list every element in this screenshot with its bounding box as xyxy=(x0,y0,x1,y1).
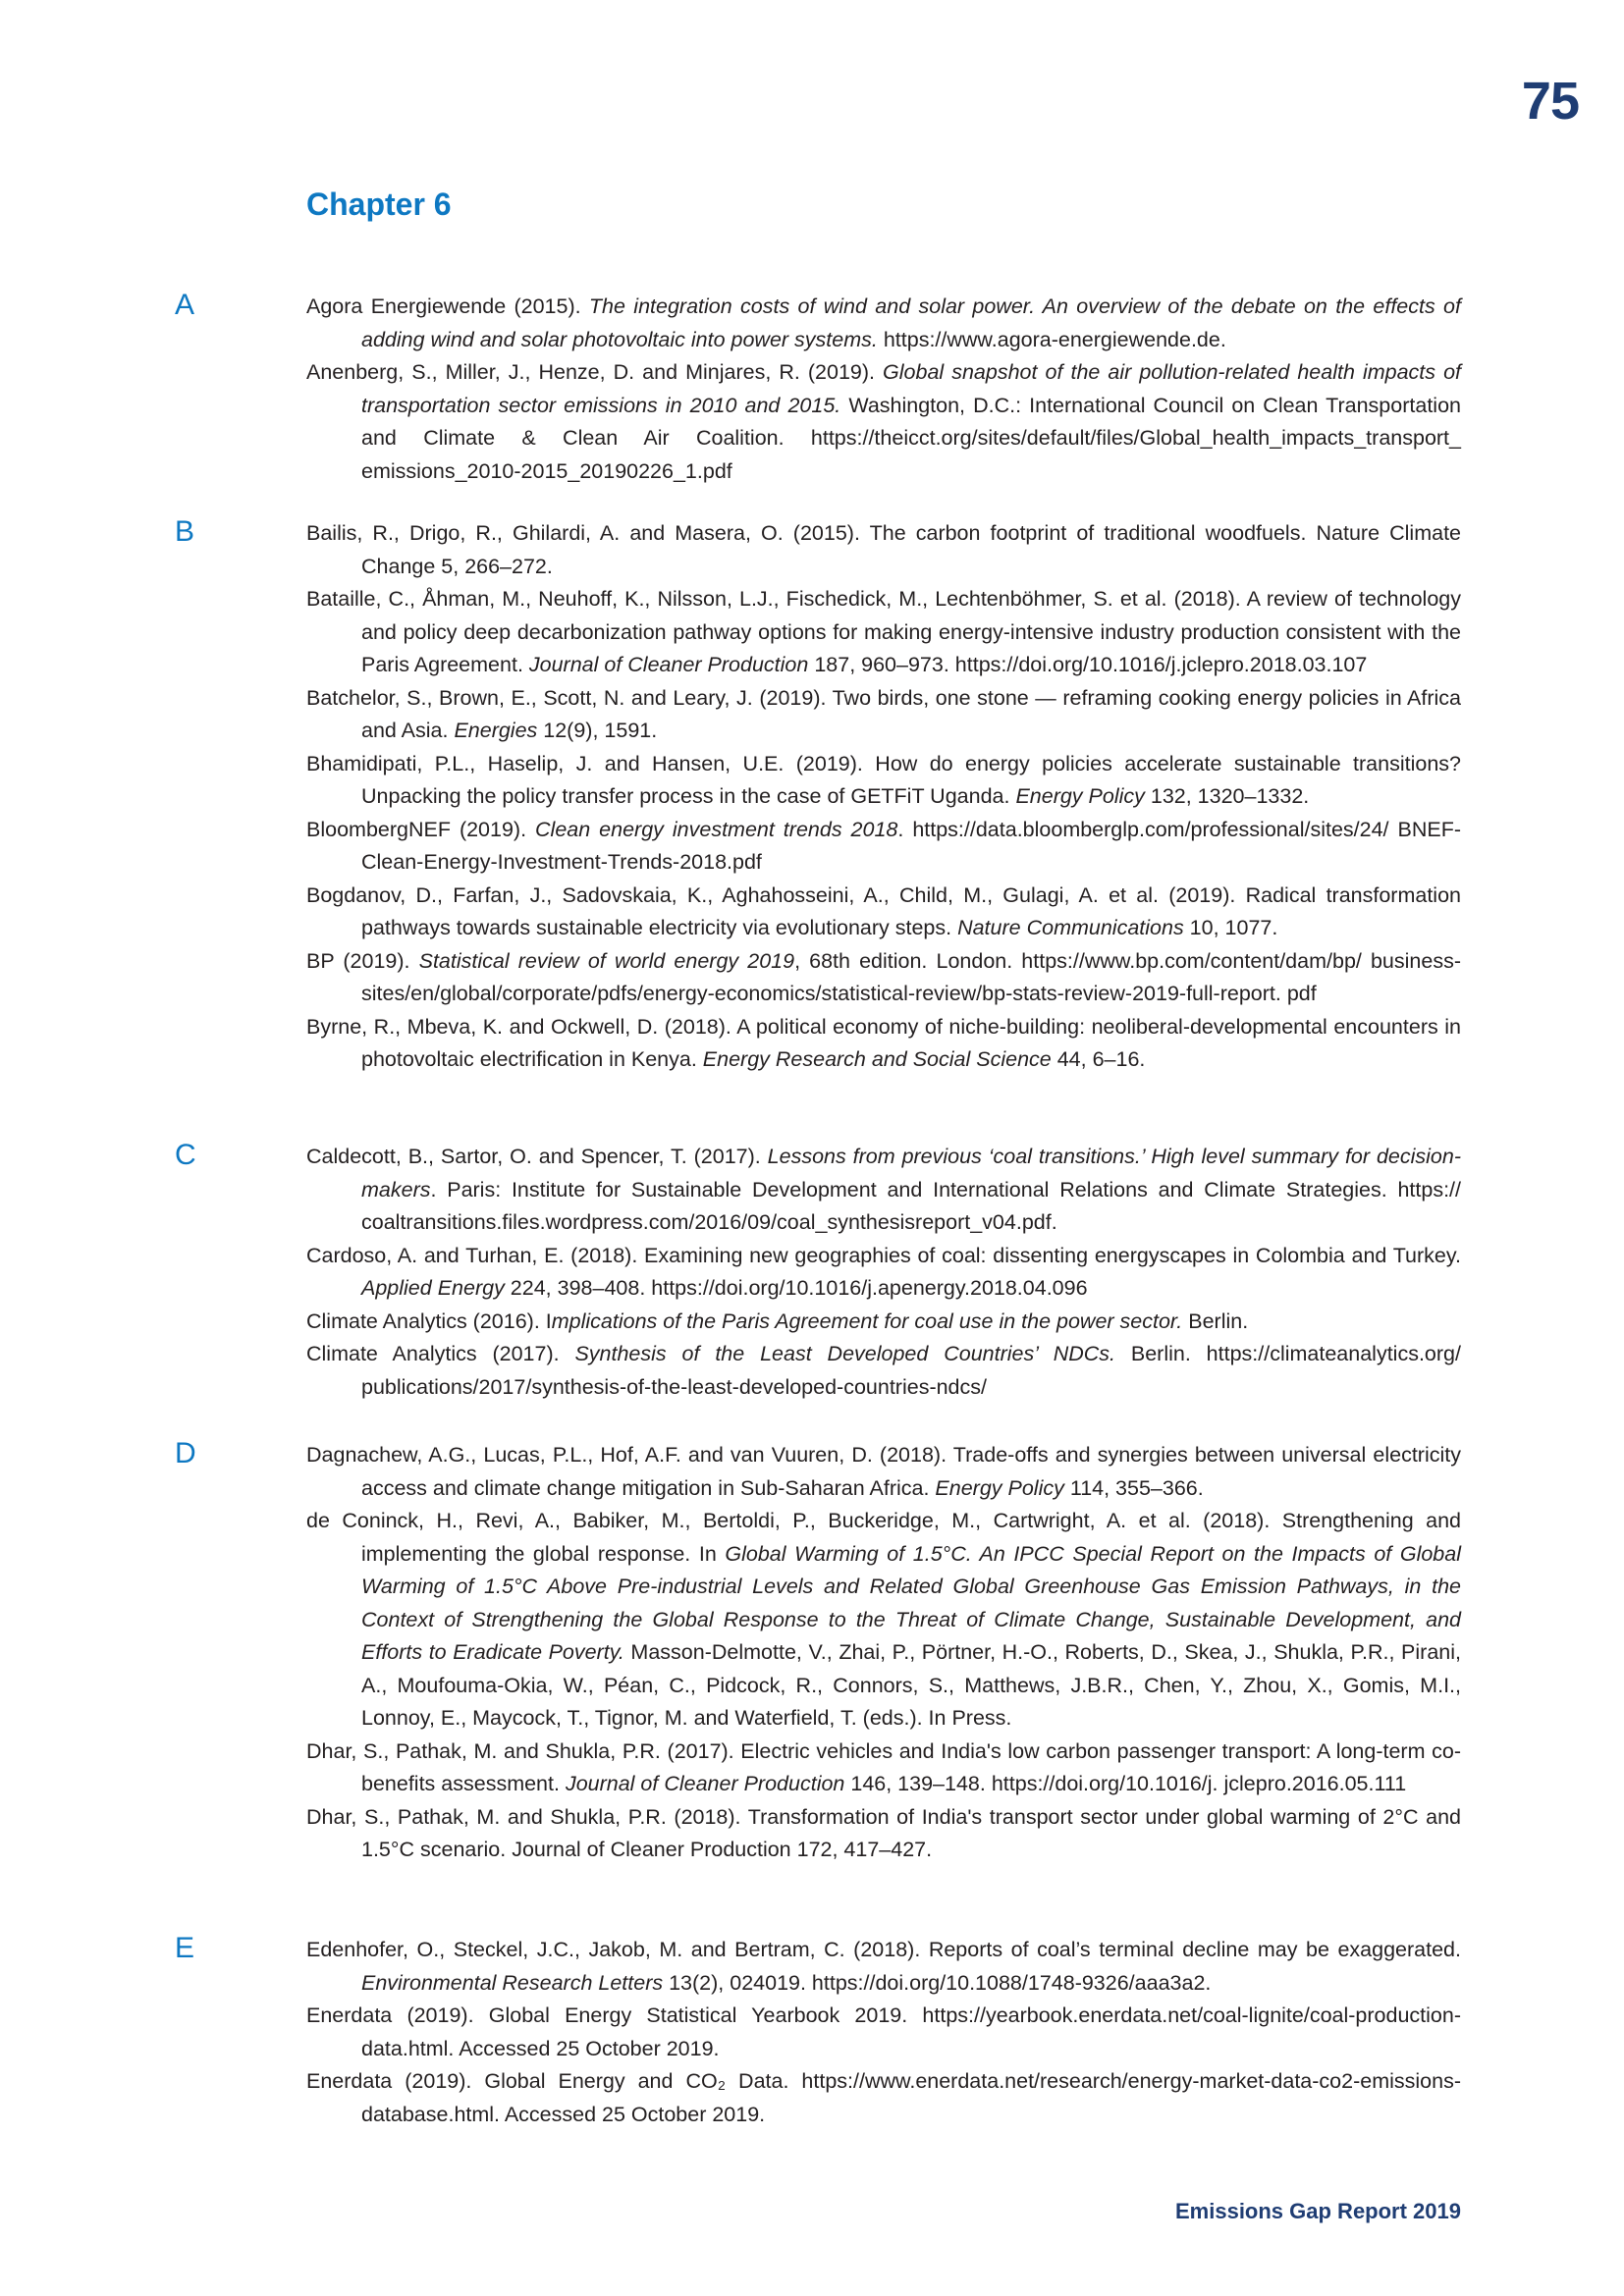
reference-text: 44, 6–16. xyxy=(1051,1047,1146,1071)
reference-list xyxy=(306,1439,1461,1867)
reference-list xyxy=(306,1934,1461,2131)
reference-text: 12(9), 1591. xyxy=(537,719,658,742)
reference-italic-text: Environmental Research Letters xyxy=(361,1970,664,1995)
report-footer: Emissions Gap Report 2019 xyxy=(1175,2199,1461,2223)
chapter-title: Chapter 6 xyxy=(306,187,452,222)
reference-entry xyxy=(306,1439,1461,1505)
reference-text: 224, 398–408. https://doi.org/10.1016/j.apenergy.2018.04.096 xyxy=(504,1276,1088,1300)
reference-text: Bhamidipati, P.L., Haselip, J. and Hansen, U.E. (2019). How do energy policies accelerate sustainable transitions? Unpacking the policy transfer process in the case of GETFiT Uganda. xyxy=(306,751,1461,808)
reference-text: Climate Analytics (2016). I xyxy=(306,1308,552,1333)
reference-entry xyxy=(306,1735,1461,1801)
reference-text: 13(2), 024019. https://doi.org/10.1088/1748-9326/aaa3a2. xyxy=(663,1970,1212,1995)
reference-text: BloombergNEF (2019). xyxy=(306,817,536,841)
section-letter: D xyxy=(175,1437,196,1469)
reference-italic-text: Energy Policy xyxy=(1015,784,1145,808)
page-number: 75 xyxy=(1521,72,1579,131)
reference-italic-text: mplications of the Paris Agreement for coal use in the power sector. xyxy=(551,1308,1183,1333)
reference-italic-text: Energies xyxy=(454,719,538,742)
reference-text: Berlin. xyxy=(1182,1308,1249,1333)
reference-text: Bogdanov, D., Farfan, J., Sadovskaia, K., Aghahosseini, A., Child, M., Gulagi, A. et al. (2019). Radical transformation pathways towards sustainable electricity via evolutionary steps. xyxy=(306,882,1461,939)
reference-text: 146, 139–148. https://doi.org/10.1016/j. jclepro.2016.05.111 xyxy=(844,1772,1407,1795)
reference-entry xyxy=(306,517,1461,583)
reference-entry xyxy=(306,945,1461,1011)
reference-list xyxy=(306,291,1461,488)
reference-italic-text: Global Warming of 1.5°C. An IPCC Special Report on the Impacts of Global Warming of 1.5°C Above Pre-industrial Levels and Related Global Greenhouse Gas Emission Pathways, in the Context of Strengthening the Global Response to the Threat of Climate Change, Sustainable Development, and Efforts to Eradicate Poverty. xyxy=(361,1541,1461,1664)
reference-text: Dhar, S., Pathak, M. and Shukla, P.R. (2018). Transformation of India's transport sector under global warming of 2°C and 1.5°C scenario. Journal of Cleaner Production 172, 417–427. xyxy=(306,1804,1461,1861)
reference-italic-text: Nature Communications xyxy=(957,916,1184,939)
reference-text: Enerdata (2019). Global Energy and CO₂ Data. https://www.enerdata.net/research/energy-market-data-co2-emissions-database.html. Accessed 25 October 2019. xyxy=(306,2069,1461,2126)
reference-list xyxy=(306,1141,1461,1404)
reference-text: Batchelor, S., Brown, E., Scott, N. and Leary, J. (2019). Two birds, one stone — reframing cooking energy policies in Africa and Asia. xyxy=(306,685,1461,742)
reference-text: , 68th edition. London. https://www.bp.com/content/dam/bp/ business-sites/en/global/corporate/pdfs/energy-economics/statistical-review/bp-stats-review-2019-full-report. pdf xyxy=(361,948,1461,1005)
reference-italic-text: Energy Policy xyxy=(935,1475,1064,1500)
reference-text: Climate Analytics (2017). xyxy=(306,1342,575,1365)
reference-text: Berlin. https://climateanalytics.org/ publications/2017/synthesis-of-the-least-developed-countries-ndcs/ xyxy=(361,1342,1461,1399)
reference-entry xyxy=(306,1240,1461,1306)
reference-text: . Paris: Institute for Sustainable Development and International Relations and Climate Strategies. https:// coaltransitions.files.wordpress.com/2016/09/coal_synthesisreport_v04.pdf. xyxy=(361,1177,1461,1234)
reference-italic-text: Global snapshot of the air pollution-related health impacts of transportation sector emissions in 2010 and 2015. xyxy=(361,360,1461,417)
reference-text: Dhar, S., Pathak, M. and Shukla, P.R. (2017). Electric vehicles and India's low carbon passenger transport: A long-term co-benefits assessment. xyxy=(306,1738,1461,1795)
reference-italic-text: Lessons from previous ‘coal transitions.’ High level summary for decision-makers xyxy=(361,1145,1461,1201)
reference-italic-text: Journal of Cleaner Production xyxy=(528,653,809,676)
reference-text: Bataille, C., Åhman, M., Neuhoff, K., Nilsson, L.J., Fischedick, M., Lechtenböhmer, S. et al. (2018). A review of technology and policy deep decarbonization pathway options for making energy-intensive industry production consistent with the Paris Agreement. xyxy=(306,587,1461,676)
reference-entry xyxy=(306,291,1461,356)
reference-entry xyxy=(306,356,1461,488)
reference-entry xyxy=(306,682,1461,748)
reference-text: Bailis, R., Drigo, R., Ghilardi, A. and Masera, O. (2015). The carbon footprint of traditional woodfuels. Nature Climate Change 5, 266–272. xyxy=(306,521,1461,578)
reference-list xyxy=(306,517,1461,1077)
reference-italic-text: Clean energy investment trends 2018 xyxy=(535,817,898,841)
reference-entry xyxy=(306,1306,1461,1339)
reference-text: Enerdata (2019). Global Energy Statistical Yearbook 2019. https://yearbook.enerdata.net/coal-lignite/coal-production-data.html. Accessed 25 October 2019. xyxy=(306,2003,1461,2060)
reference-entry xyxy=(306,1141,1461,1240)
reference-text: Anenberg, S., Miller, J., Henze, D. and Minjares, R. (2019). xyxy=(306,360,884,384)
reference-italic-text: Statistical review of world energy 2019 xyxy=(418,948,795,973)
reference-entry xyxy=(306,814,1461,880)
reference-text: de Coninck, H., Revi, A., Babiker, M., Bertoldi, P., Buckeridge, M., Cartwright, A. et al. (2018). Strengthening and implementing the global response. In xyxy=(306,1509,1461,1566)
reference-text: 187, 960–973. https://doi.org/10.1016/j.jclepro.2018.03.107 xyxy=(808,653,1368,676)
reference-text: Agora Energiewende (2015). xyxy=(306,294,589,318)
reference-text: Byrne, R., Mbeva, K. and Ockwell, D. (2018). A political economy of niche-building: neoliberal-developmental encounters in photovoltaic electrification in Kenya. xyxy=(306,1014,1461,1071)
reference-text: . https://data.bloomberglp.com/professional/sites/24/ BNEF-Clean-Energy-Investment-Trends-2018.pdf xyxy=(361,817,1461,874)
reference-text: Dagnachew, A.G., Lucas, P.L., Hof, A.F. and van Vuuren, D. (2018). Trade-offs and synergies between universal electricity access and climate change mitigation in Sub-Saharan Africa. xyxy=(306,1443,1461,1500)
reference-text: 132, 1320–1332. xyxy=(1144,784,1310,808)
reference-text: https://www.agora-energiewende.de. xyxy=(877,327,1226,351)
section-letter: B xyxy=(175,515,195,548)
reference-text: 114, 355–366. xyxy=(1063,1475,1204,1500)
reference-entry xyxy=(306,1505,1461,1735)
reference-text: BP (2019). xyxy=(306,948,419,973)
reference-italic-text: Energy Research and Social Science xyxy=(702,1047,1052,1071)
reference-italic-text: Journal of Cleaner Production xyxy=(565,1772,845,1795)
reference-entry xyxy=(306,880,1461,945)
reference-entry xyxy=(306,1801,1461,1867)
reference-entry xyxy=(306,748,1461,814)
reference-entry xyxy=(306,1011,1461,1077)
reference-text: Edenhofer, O., Steckel, J.C., Jakob, M. and Bertram, C. (2018). Reports of coal’s terminal decline may be exaggerated. xyxy=(306,1938,1461,1961)
section-letter: C xyxy=(175,1139,196,1171)
reference-text: 10, 1077. xyxy=(1183,916,1278,939)
section-letter: E xyxy=(175,1932,195,1964)
reference-text: Cardoso, A. and Turhan, E. (2018). Examining new geographies of coal: dissenting energyscapes in Colombia and Turkey. xyxy=(306,1243,1461,1267)
reference-entry xyxy=(306,1338,1461,1404)
reference-entry xyxy=(306,1934,1461,2000)
reference-italic-text: Applied Energy xyxy=(361,1276,505,1300)
reference-entry xyxy=(306,2000,1461,2065)
section-letter: A xyxy=(175,289,195,321)
reference-italic-text: The integration costs of wind and solar power. An overview of the debate on the effects of adding wind and solar photovoltaic into power systems. xyxy=(361,294,1461,351)
reference-text: Caldecott, B., Sartor, O. and Spencer, T. (2017). xyxy=(306,1145,768,1168)
reference-entry xyxy=(306,2065,1461,2131)
reference-text: Washington, D.C.: International Council on Clean Transportation and Climate & Clean Air Coalition. https://theicct.org/sites/default/files/Global_health_impacts_transport_ emissions_2010-2015_20190226_1.pdf xyxy=(361,393,1461,483)
reference-text: Masson-Delmotte, V., Zhai, P., Pörtner, H.-O., Roberts, D., Skea, J., Shukla, P.R., Pirani, A., Moufouma-Okia, W., Péan, C., Pidcock, R., Connors, S., Matthews, J.B.R., Chen, Y., Zhou, X., Gomis, M.I., Lonnoy, E., Maycock, T., Tignor, M. and Waterfield, T. (eds.). In Press. xyxy=(361,1640,1461,1730)
reference-entry xyxy=(306,583,1461,682)
reference-italic-text: Synthesis of the Least Developed Countries’ NDCs. xyxy=(574,1342,1115,1365)
